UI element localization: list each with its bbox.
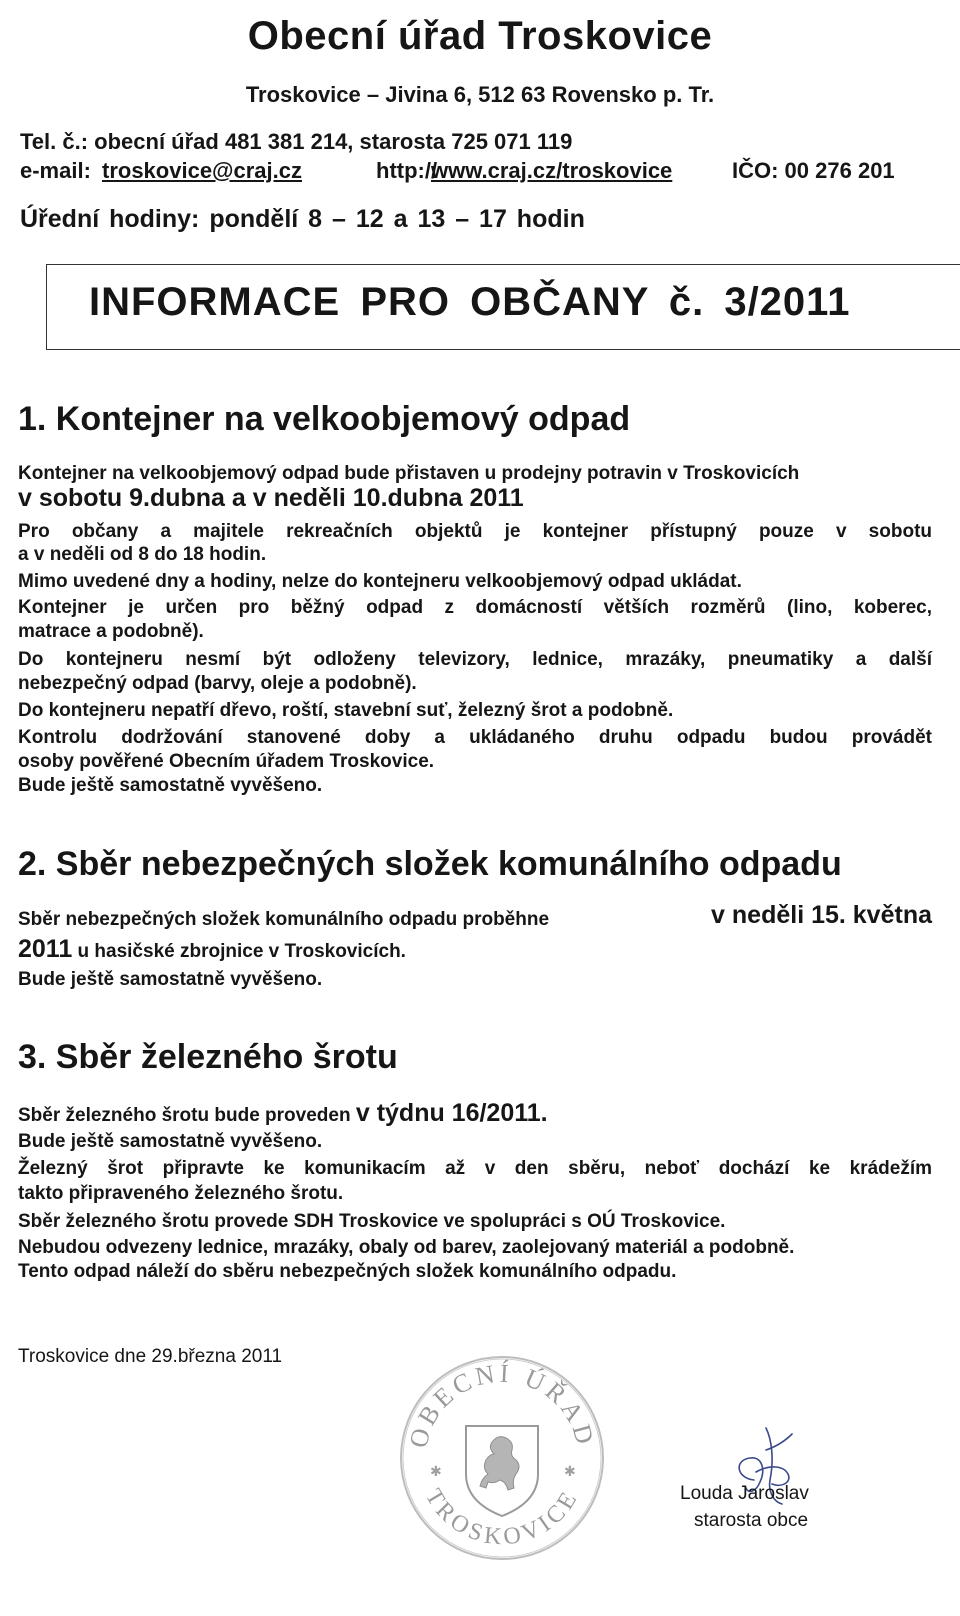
section-3-title: 3. Sběr železného šrotu bbox=[18, 1038, 398, 1076]
section-1-line: Mimo uvedené dny a hodiny, nelze do kontejneru velkoobjemový odpad ukládat. bbox=[18, 571, 742, 592]
section-1-line: Pro občany a majitele rekreačních objektů je kontejner přístupný pouze v sobotu bbox=[18, 521, 932, 542]
section-1-line: Bude ještě samostatně vyvěšeno. bbox=[18, 775, 323, 796]
section-1-line: matrace a podobně). bbox=[18, 621, 204, 642]
section-3-line: Nebudou odvezeny lednice, mrazáky, obaly od barev, zaolejovaný materiál a podobně. bbox=[18, 1237, 795, 1258]
section-3-line: Tento odpad náleží do sběru nebezpečných složek komunálního odpadu. bbox=[18, 1261, 677, 1282]
section-3-line1 bbox=[18, 1099, 548, 1127]
signer-name: Louda Jaroslav bbox=[680, 1483, 809, 1504]
section-3-body bbox=[18, 1099, 932, 1292]
web-prefix: http:// bbox=[376, 158, 438, 183]
phone-line: Tel. č.: obecní úřad 481 381 214, starosta 725 071 119 bbox=[20, 129, 573, 154]
signer-role: starosta obce bbox=[694, 1510, 809, 1531]
coat-of-arms-icon bbox=[466, 1426, 538, 1516]
section-3-line: Bude ještě samostatně vyvěšeno. bbox=[18, 1131, 323, 1152]
section-1-line: nebezpečný odpad (barvy, oleje a podobně). bbox=[18, 673, 417, 694]
section-1-line: Kontejner na velkoobjemový odpad bude přistaven u prodejny potravin v Troskovicích bbox=[18, 463, 800, 484]
stamp-top-text: OBECNÍ ÚŘAD bbox=[403, 1358, 601, 1451]
section-1-title: 1. Kontejner na velkoobjemový odpad bbox=[18, 400, 631, 438]
section-1-line: Do kontejneru nepatří dřevo, roští, stavební suť, železný šrot a podobně. bbox=[18, 700, 674, 721]
stamp-bottom-text: TROSKOVICE bbox=[419, 1484, 585, 1551]
section-1-line: Kontrolu dodržování stanovené doby a ukládaného druhu odpadu budou provádět bbox=[18, 727, 932, 748]
section-2-title: 2. Sběr nebezpečných složek komunálního odpadu bbox=[18, 845, 842, 883]
ico-number: IČO: 00 276 201 bbox=[732, 158, 895, 183]
section-1-line: Kontejner je určen pro běžný odpad z domácností větších rozměrů (lino, koberec, bbox=[18, 597, 932, 618]
section-3-line: takto připraveného železného šrotu. bbox=[18, 1183, 344, 1204]
document-date: Troskovice dne 29.března 2011 bbox=[18, 1346, 283, 1367]
section-2-year-highlight: 2011 bbox=[18, 935, 73, 963]
section-1-line: osoby pověřené Obecním úřadem Troskovice. bbox=[18, 751, 435, 772]
section-3-line: Železný šrot připravte ke komunikacím až v den sběru, neboť dochází ke krádežím bbox=[18, 1158, 932, 1179]
section-2-line2 bbox=[18, 935, 406, 963]
office-title: Obecní úřad Troskovice bbox=[247, 14, 713, 58]
office-address: Troskovice – Jivina 6, 512 63 Rovensko p. Tr. bbox=[245, 82, 715, 107]
section-2-body bbox=[18, 901, 932, 996]
stamp-star-icon: ✱ bbox=[430, 1463, 442, 1479]
email-link[interactable]: troskovice@craj.cz bbox=[102, 158, 302, 183]
section-1-line: Do kontejneru nesmí být odloženy televizory, lednice, mrazáky, pneumatiky a další bbox=[18, 649, 932, 670]
web-link[interactable]: www.craj.cz/troskovice bbox=[431, 158, 673, 183]
info-banner bbox=[46, 264, 960, 350]
section-1-body bbox=[18, 462, 932, 802]
section-3-line: Sběr železného šrotu provede SDH Troskovice ve spolupráci s OÚ Troskovice. bbox=[18, 1211, 726, 1232]
section-2-line: Sběr nebezpečných složek komunálního odpadu proběhne bbox=[18, 909, 550, 930]
email-label: e-mail: bbox=[20, 158, 91, 183]
official-stamp bbox=[396, 1352, 608, 1564]
section-3-line: Sběr železného šrotu bude proveden bbox=[18, 1105, 351, 1126]
section-1-line: a v neděli od 8 do 18 hodin. bbox=[18, 544, 267, 565]
office-hours: Úřední hodiny: pondělí 8 – 12 a 13 – 17 hodin bbox=[20, 205, 585, 233]
section-2-date-highlight: v neděli 15. května bbox=[711, 901, 932, 929]
stamp-star-icon: ✱ bbox=[564, 1463, 576, 1479]
section-2-line: Bude ještě samostatně vyvěšeno. bbox=[18, 969, 323, 990]
section-1-date-highlight: v sobotu 9.dubna a v neděli 10.dubna 2011 bbox=[18, 484, 524, 512]
banner-title: INFORMACE PRO OBČANY č. 3/2011 bbox=[89, 280, 851, 324]
section-2-location: u hasičské zbrojnice v Troskovicích. bbox=[77, 941, 406, 962]
section-3-week-highlight: v týdnu 16/2011. bbox=[355, 1099, 548, 1127]
